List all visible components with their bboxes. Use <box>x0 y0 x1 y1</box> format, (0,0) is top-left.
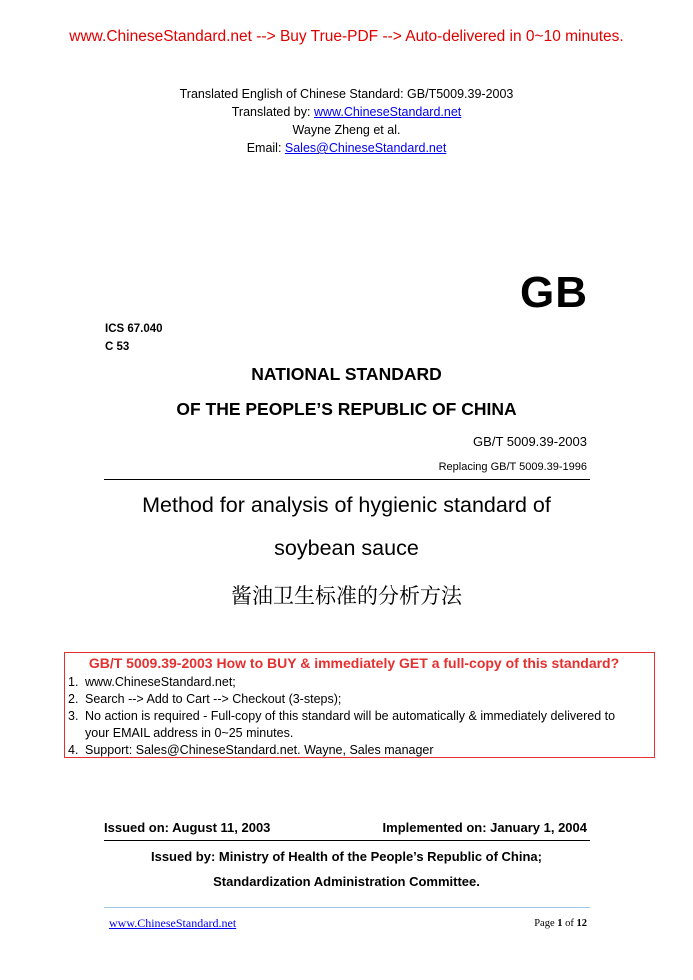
replacing-note: Replacing GB/T 5009.39-1996 <box>438 461 587 473</box>
buy-step <box>68 742 654 759</box>
step-number: 3. <box>68 709 79 723</box>
step-number: 2. <box>68 692 79 706</box>
english-title-line-1: Method for analysis of hygienic standard of <box>142 493 551 517</box>
translated-by-line <box>0 103 693 121</box>
email-link[interactable]: Sales@ChineseStandard.net <box>284 141 447 155</box>
standard-number: GB/T 5009.39-2003 <box>473 434 587 449</box>
step-number: 1. <box>68 675 79 689</box>
english-title-line-2: soybean sauce <box>274 536 419 560</box>
page-indicator <box>534 918 587 929</box>
top-banner[interactable]: www.ChineseStandard.net --> Buy True-PDF --> Auto-delivered in 0~10 minutes. <box>69 28 624 45</box>
prc-title: OF THE PEOPLE’S REPUBLIC OF CHINA <box>176 399 517 419</box>
step-text[interactable]: www.ChineseStandard.net; <box>85 675 236 689</box>
buy-step <box>68 708 654 742</box>
translation-line: Translated English of Chinese Standard: GB/T5009.39-2003 <box>179 87 514 101</box>
page-of-label: of <box>562 918 577 929</box>
buy-step <box>68 674 654 691</box>
footer-divider <box>104 907 590 908</box>
issued-on: Issued on: August 11, 2003 <box>104 820 271 835</box>
gb-mark: GB <box>520 268 588 317</box>
page-label: Page <box>534 918 558 929</box>
footer-site-link[interactable]: www.ChineseStandard.net <box>109 916 237 930</box>
translator-line: Wayne Zheng et al. <box>292 123 401 137</box>
step-text: No action is required - Full-copy of this standard will be automatically & immediately delivered to your EMAIL address in 0~25 minutes. <box>85 709 616 740</box>
buy-step <box>68 691 654 708</box>
email-line <box>0 139 693 157</box>
step-number: 4. <box>68 743 79 757</box>
ics-code: ICS 67.040 <box>105 323 163 335</box>
issued-by-line-2: Standardization Administration Committee. <box>213 874 480 889</box>
classification-codes <box>105 320 163 356</box>
national-standard-title: NATIONAL STANDARD <box>251 364 442 384</box>
chinese-title: 酱油卫生标准的分析方法 <box>231 584 462 608</box>
ccs-code: C 53 <box>105 341 130 353</box>
translated-by-label: Translated by: <box>231 105 314 119</box>
buy-box <box>64 652 655 758</box>
step-text: Search --> Add to Cart --> Checkout (3-steps); <box>85 692 342 706</box>
email-label: Email: <box>246 141 285 155</box>
translation-header <box>0 85 693 157</box>
issue-divider <box>104 840 590 841</box>
page-total: 12 <box>576 918 587 929</box>
issued-by-line-1: Issued by: Ministry of Health of the People’s Republic of China; <box>150 849 542 864</box>
translated-by-link[interactable]: www.ChineseStandard.net <box>313 105 462 119</box>
buy-box-title: GB/T 5009.39-2003 How to BUY & immediately GET a full-copy of this standard? <box>88 655 620 671</box>
page-number: 1 <box>557 918 563 929</box>
implemented-on: Implemented on: January 1, 2004 <box>382 820 587 835</box>
title-divider <box>104 479 590 480</box>
step-text: Support: Sales@ChineseStandard.net. Wayne, Sales manager <box>85 743 434 757</box>
